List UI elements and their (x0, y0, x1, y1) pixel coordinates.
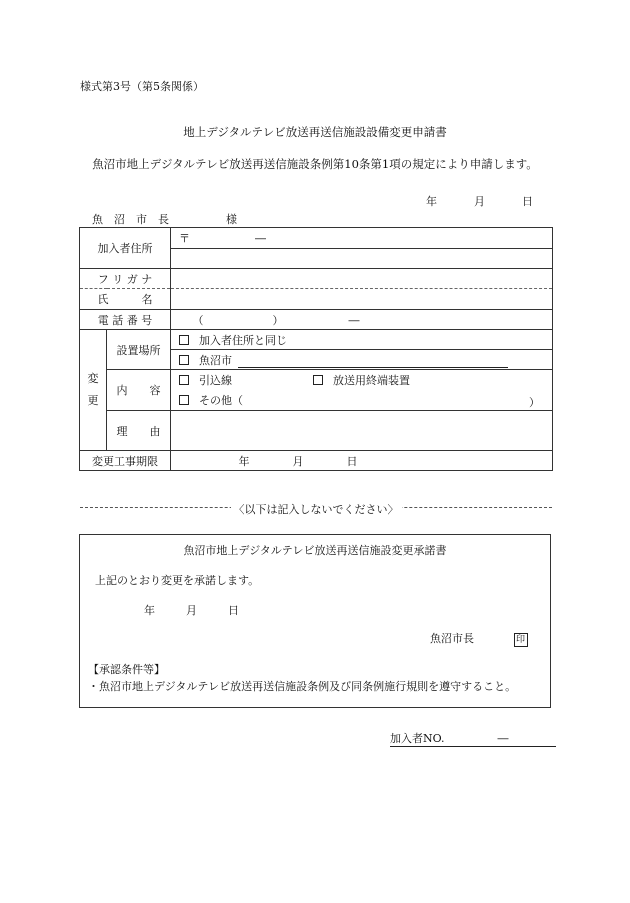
document-title: 地上デジタルテレビ放送再送信施設設備変更申請書 (183, 125, 447, 139)
checkbox-icon[interactable] (179, 355, 189, 365)
content-option-other: その他（ (199, 394, 243, 408)
name-label: 氏 名 (80, 289, 171, 310)
furigana-label: フ リ ガ ナ (80, 269, 171, 289)
approval-signer: 魚沼市長 (430, 632, 474, 645)
content-option-dropwire: 引込線 (199, 374, 232, 388)
location-option-same-label: 加入者住所と同じ (199, 333, 287, 347)
content-other-close-paren: ） (529, 395, 540, 409)
change-label-char-1: 変 (87, 372, 99, 385)
period-day: 日 (346, 454, 358, 468)
postal-dash: ― (255, 232, 266, 245)
phone-label: 電 話 番 号 (80, 310, 171, 330)
conditions-text: ・魚沼市地上デジタルテレビ放送再送信施設条例及び同条例施行規則を遵守すること。 (88, 680, 517, 693)
phone-open-paren: （ (192, 313, 204, 327)
location-city-input-line[interactable] (238, 356, 508, 368)
period-label: 変更工事期限 (80, 451, 171, 471)
date-day: 日 (522, 195, 533, 208)
form-number: 様式第3号（第5条関係） (80, 80, 204, 93)
checkbox-icon[interactable] (179, 375, 189, 385)
address-label: 加入者住所 (80, 228, 171, 269)
approval-title: 魚沼市地上デジタルテレビ放送再送信施設変更承諾書 (183, 544, 447, 557)
addressee-honorific: 様 (226, 213, 237, 226)
approval-month: 月 (186, 604, 197, 617)
postal-mark: 〒 (179, 232, 190, 245)
intro-text: 魚沼市地上デジタルテレビ放送再送信施設条例第10条第1項の規定により申請します。 (92, 157, 538, 171)
addressee-name: 魚 沼 市 長 (92, 213, 169, 226)
member-number-line (390, 730, 556, 747)
change-label-char-2: 更 (87, 394, 99, 407)
postal-code-field[interactable] (171, 228, 553, 249)
period-field[interactable] (171, 451, 553, 471)
member-number-dash: ― (497, 732, 509, 745)
seal-icon: 印 (514, 633, 528, 647)
period-year: 年 (238, 454, 250, 468)
checkbox-icon[interactable] (179, 335, 189, 345)
location-option-city[interactable] (171, 350, 553, 370)
content-option-terminal: 放送用終端装置 (333, 374, 410, 388)
approval-box (79, 534, 551, 708)
location-label: 設置場所 (107, 330, 171, 370)
checkbox-icon[interactable] (313, 375, 323, 385)
checkbox-icon[interactable] (179, 395, 189, 405)
application-date (426, 193, 533, 209)
reason-field[interactable] (171, 411, 553, 451)
reason-label: 理 由 (107, 411, 171, 451)
period-month: 月 (292, 454, 304, 468)
approval-day: 日 (228, 604, 239, 617)
content-label: 内 容 (107, 370, 171, 411)
separator-text: 〈以下は記入しないでください〉 (231, 503, 402, 516)
approval-signature (430, 630, 528, 647)
phone-field[interactable] (171, 310, 553, 330)
conditions-heading: 【承認条件等】 (88, 663, 165, 676)
date-month: 月 (474, 195, 485, 208)
location-option-same[interactable] (171, 330, 553, 350)
furigana-field[interactable] (171, 269, 553, 289)
addressee (92, 211, 237, 227)
address-field[interactable] (171, 249, 553, 269)
application-form-table (79, 227, 553, 471)
approval-date (144, 602, 239, 618)
change-label (80, 330, 107, 451)
approval-text: 上記のとおり変更を承諾します。 (95, 574, 260, 587)
phone-close-paren: ） (272, 313, 284, 327)
content-options-row2 (171, 391, 553, 411)
member-number (390, 730, 556, 747)
phone-dash: ― (348, 313, 360, 327)
member-number-label: 加入者NO. (390, 732, 445, 745)
approval-year: 年 (144, 604, 155, 617)
name-field[interactable] (171, 289, 553, 310)
location-option-city-label: 魚沼市 (199, 353, 232, 367)
date-year: 年 (426, 195, 437, 208)
content-options-row1 (171, 370, 553, 391)
